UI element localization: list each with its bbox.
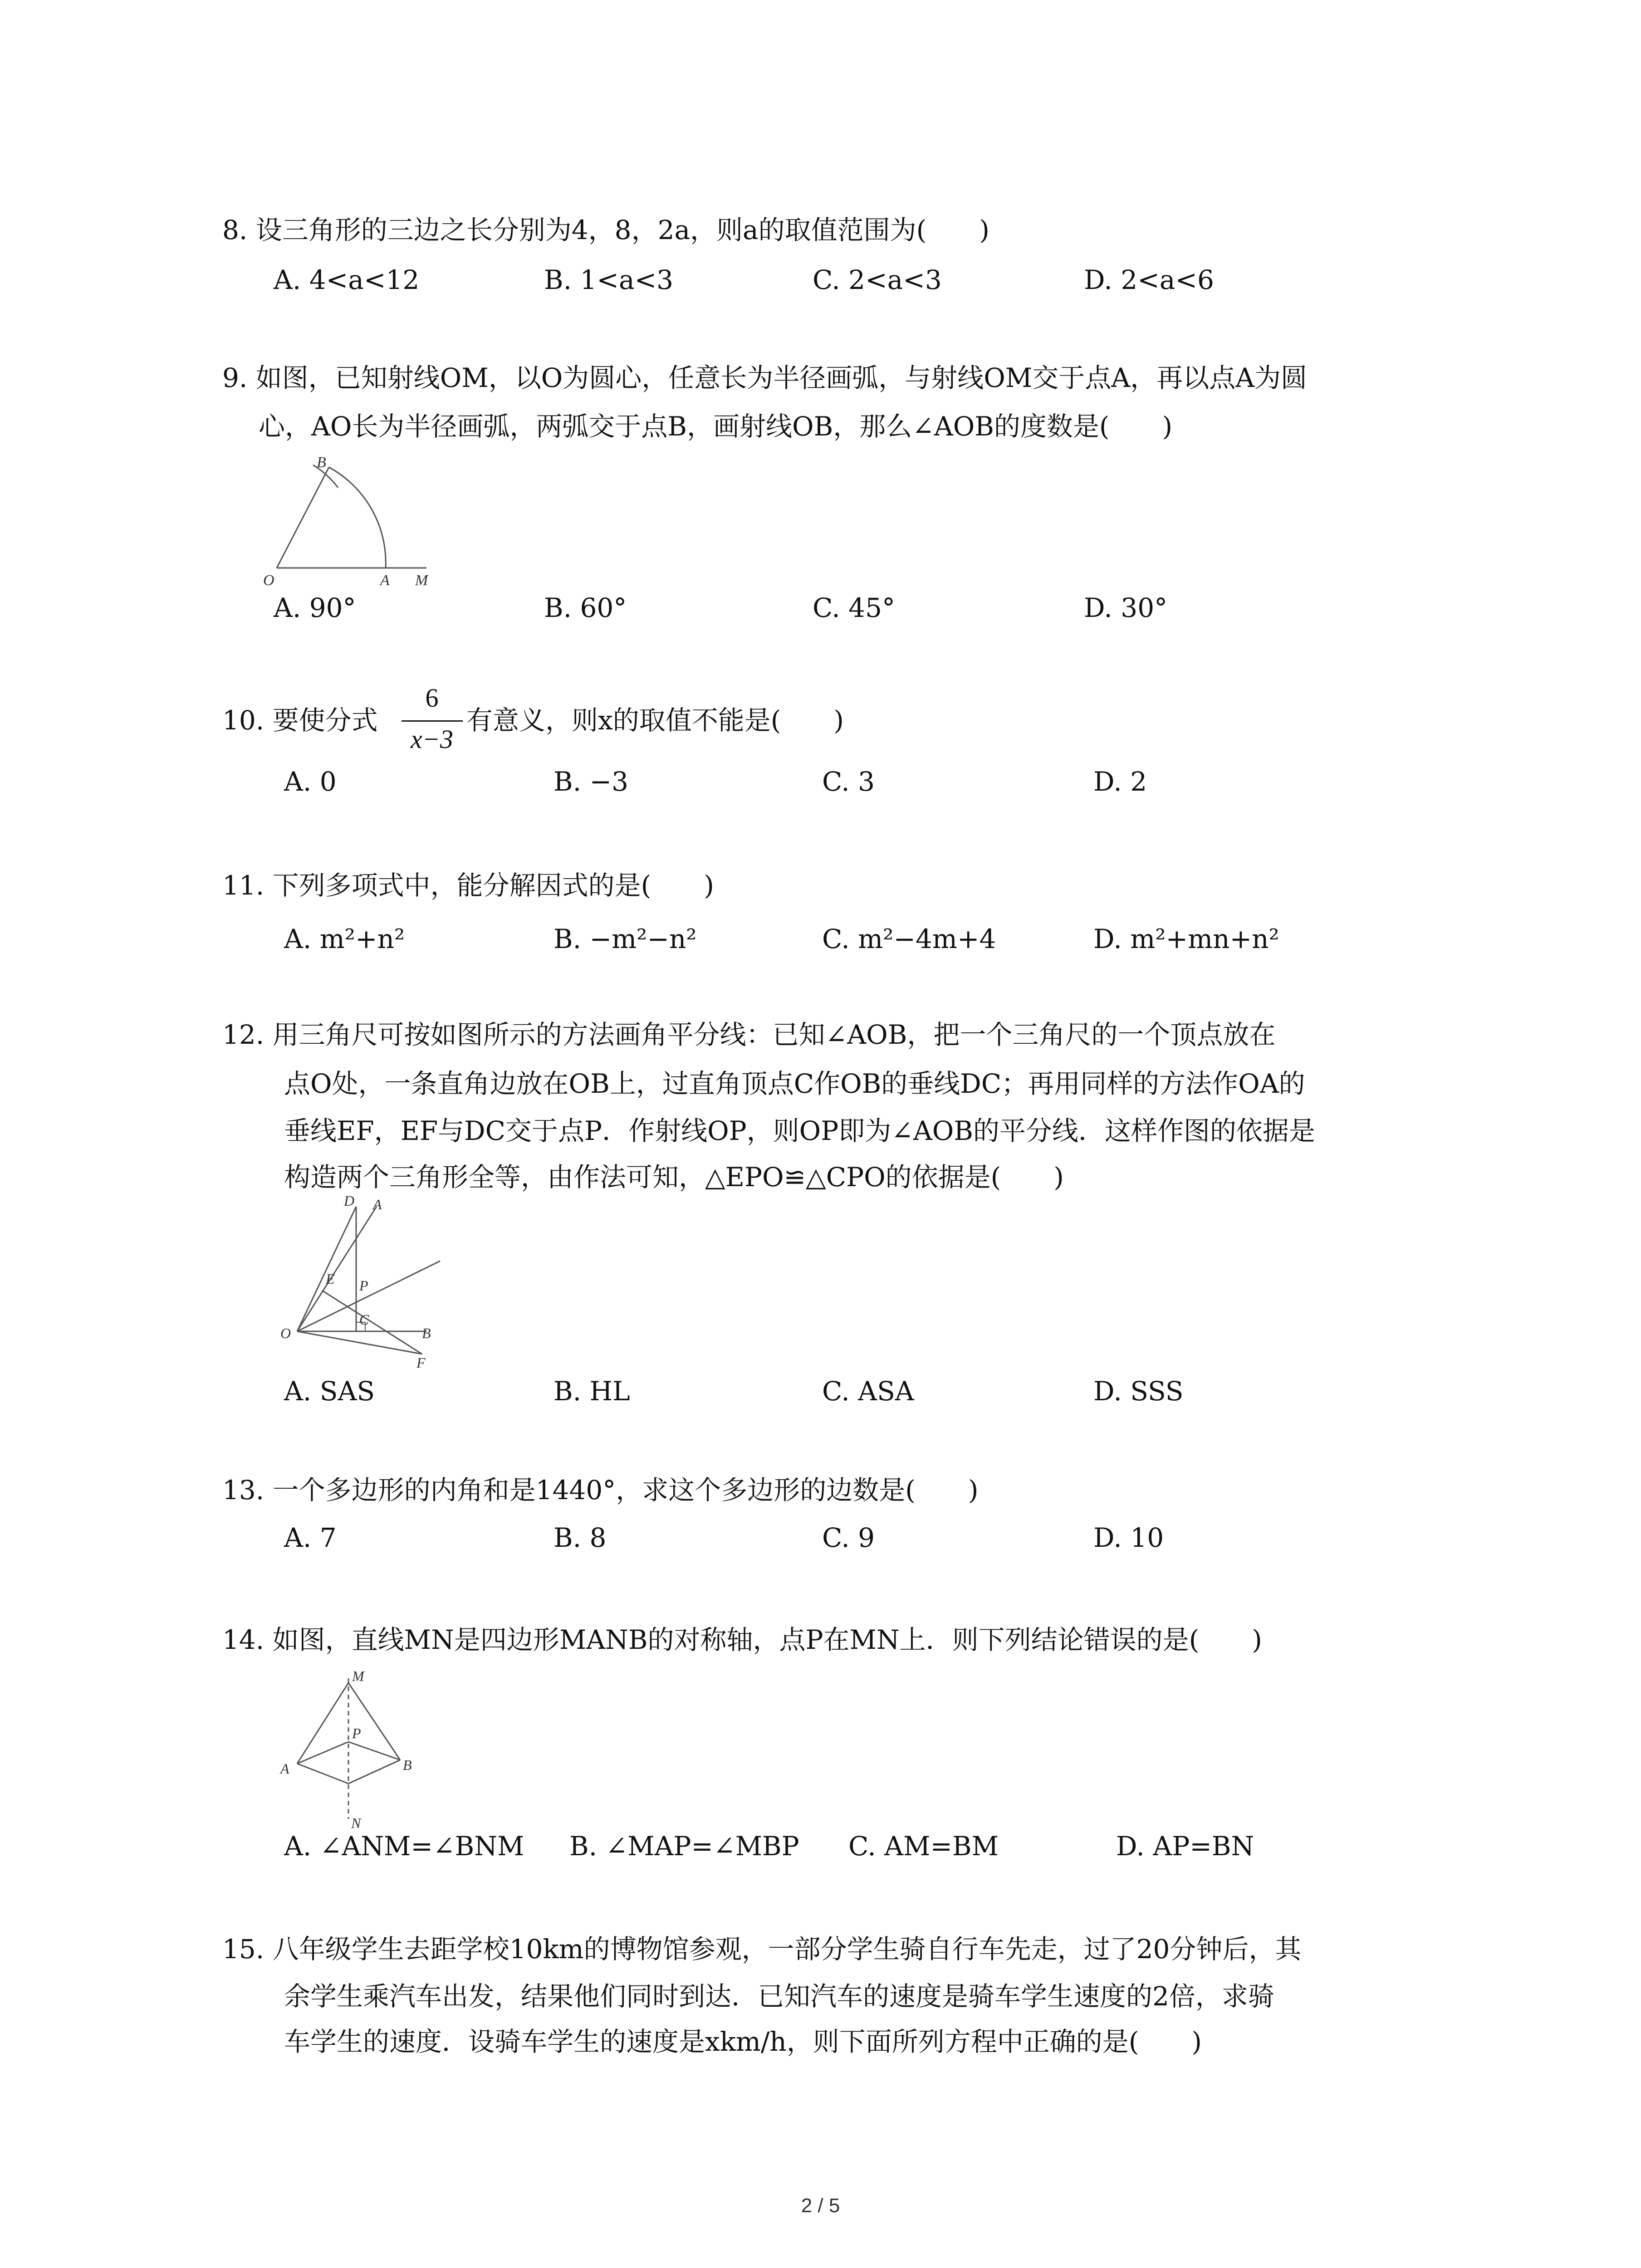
side-an xyxy=(297,1764,348,1784)
page-number: 2 / 5 xyxy=(801,2195,840,2217)
q10-option-d: D. 2 xyxy=(1093,766,1147,797)
q12-option-a: A. SAS xyxy=(284,1376,375,1407)
q9-figure xyxy=(259,449,440,594)
side-ma xyxy=(297,1683,348,1764)
label-e: E xyxy=(326,1271,335,1287)
q10-fraction-bar xyxy=(402,720,463,722)
q9-option-d: D. 30° xyxy=(1084,592,1168,623)
q12-stem-line4: 构造两个三角形全等，由作法可知，△EPO≌△CPO的依据是( ) xyxy=(284,1162,1064,1193)
q10-fraction-numerator: 6 xyxy=(425,683,439,713)
label-c: C xyxy=(359,1311,369,1328)
line-od xyxy=(297,1207,356,1331)
q12-option-c: C. ASA xyxy=(822,1376,914,1407)
q12-stem-line1: 12. 用三角尺可按如图所示的方法画角平分线：已知∠AOB，把一个三角尺的一个顶点放在 xyxy=(222,1019,1276,1050)
q13-stem: 13. 一个多边形的内角和是1440°，求这个多边形的边数是( ) xyxy=(222,1475,979,1505)
q10-option-b: B. −3 xyxy=(554,766,628,797)
q13-option-b: B. 8 xyxy=(554,1522,607,1553)
q14-figure xyxy=(272,1665,422,1833)
q8-stem: 8. 设三角形的三边之长分别为4，8，2a，则a的取值范围为( ) xyxy=(222,215,989,245)
q8-option-a: A. 4<a<12 xyxy=(274,264,420,295)
q14-option-d: D. AP=BN xyxy=(1116,1831,1254,1862)
q15-stem-line2: 余学生乘汽车出发，结果他们同时到达．已知汽车的速度是骑车学生速度的2倍，求骑 xyxy=(284,1981,1274,2012)
q11-option-d: D. m²+mn+n² xyxy=(1093,924,1279,954)
q8-option-b: B. 1<a<3 xyxy=(544,264,674,295)
q12-stem-line3: 垂线EF，EF与DC交于点P．作射线OP，则OP即为∠AOB的平分线．这样作图的依据是 xyxy=(284,1115,1315,1146)
label-p: P xyxy=(359,1277,368,1294)
label-a: A xyxy=(280,1760,289,1777)
q15-stem-line1: 15. 八年级学生去距学校10km的博物馆参观，一部分学生骑自行车先走，过了20分钟后，其 xyxy=(222,1934,1302,1965)
q13-option-d: D. 10 xyxy=(1093,1522,1164,1553)
label-a: A xyxy=(373,1196,382,1212)
label-m: M xyxy=(352,1668,364,1684)
q9-option-a: A. 90° xyxy=(274,592,356,623)
q12-stem-line2: 点O处，一条直角边放在OB上，过直角顶点C作OB的垂线DC；再用同样的方法作OA的 xyxy=(284,1068,1305,1099)
q14-option-a: A. ∠ANM=∠BNM xyxy=(284,1831,524,1862)
q12-figure xyxy=(272,1193,463,1374)
label-d: D xyxy=(344,1193,355,1209)
q14-stem: 14. 如图，直线MN是四边形MANB的对称轴，点P在MN上．则下列结论错误的是( ) xyxy=(222,1624,1262,1655)
q10-option-a: A. 0 xyxy=(284,766,337,797)
q8-option-c: C. 2<a<3 xyxy=(813,264,942,295)
q13-option-c: C. 9 xyxy=(822,1522,875,1553)
ray-ob xyxy=(277,467,329,568)
q10-fraction-denominator: x−3 xyxy=(411,724,453,754)
q8-option-d: D. 2<a<6 xyxy=(1084,264,1214,295)
q13-option-a: A. 7 xyxy=(284,1522,337,1553)
q12-option-d: D. SSS xyxy=(1093,1376,1184,1407)
side-mb xyxy=(348,1683,400,1760)
label-m: M xyxy=(415,572,428,589)
q9-option-c: C. 45° xyxy=(813,592,895,623)
label-o: O xyxy=(263,572,274,589)
q11-option-a: A. m²+n² xyxy=(284,924,405,954)
q11-stem: 11. 下列多项式中，能分解因式的是( ) xyxy=(222,870,714,901)
q9-stem-line2: 心，AO长为半径画弧，两弧交于点B，画射线OB，那么∠AOB的度数是( ) xyxy=(259,411,1173,442)
q9-option-b: B. 60° xyxy=(544,592,627,623)
label-n: N xyxy=(351,1815,361,1831)
label-p: P xyxy=(352,1725,361,1741)
seg-bp xyxy=(348,1742,400,1760)
q10-prefix: 10. 要使分式 xyxy=(222,705,378,736)
label-a: A xyxy=(380,572,390,589)
side-bn xyxy=(348,1760,400,1784)
label-o: O xyxy=(280,1325,291,1341)
q10-suffix: 有意义，则x的取值不能是( ) xyxy=(466,705,844,736)
label-b: B xyxy=(422,1325,431,1341)
label-f: F xyxy=(416,1354,426,1371)
q14-option-b: B. ∠MAP=∠MBP xyxy=(569,1831,799,1862)
q11-option-c: C. m²−4m+4 xyxy=(822,924,996,954)
q10-option-c: C. 3 xyxy=(822,766,875,797)
q11-option-b: B. −m²−n² xyxy=(554,924,697,954)
arc-from-o xyxy=(329,467,386,568)
q12-option-b: B. HL xyxy=(554,1376,630,1407)
q9-stem-line1: 9. 如图，已知射线OM，以O为圆心，任意长为半径画弧，与射线OM交于点A，再以点A为圆 xyxy=(222,362,1307,393)
q15-stem-line3: 车学生的速度．设骑车学生的速度是xkm/h，则下面所列方程中正确的是( ) xyxy=(284,2026,1202,2057)
q14-option-c: C. AM=BM xyxy=(848,1831,999,1862)
label-b: B xyxy=(403,1757,412,1773)
label-b: B xyxy=(317,454,326,471)
